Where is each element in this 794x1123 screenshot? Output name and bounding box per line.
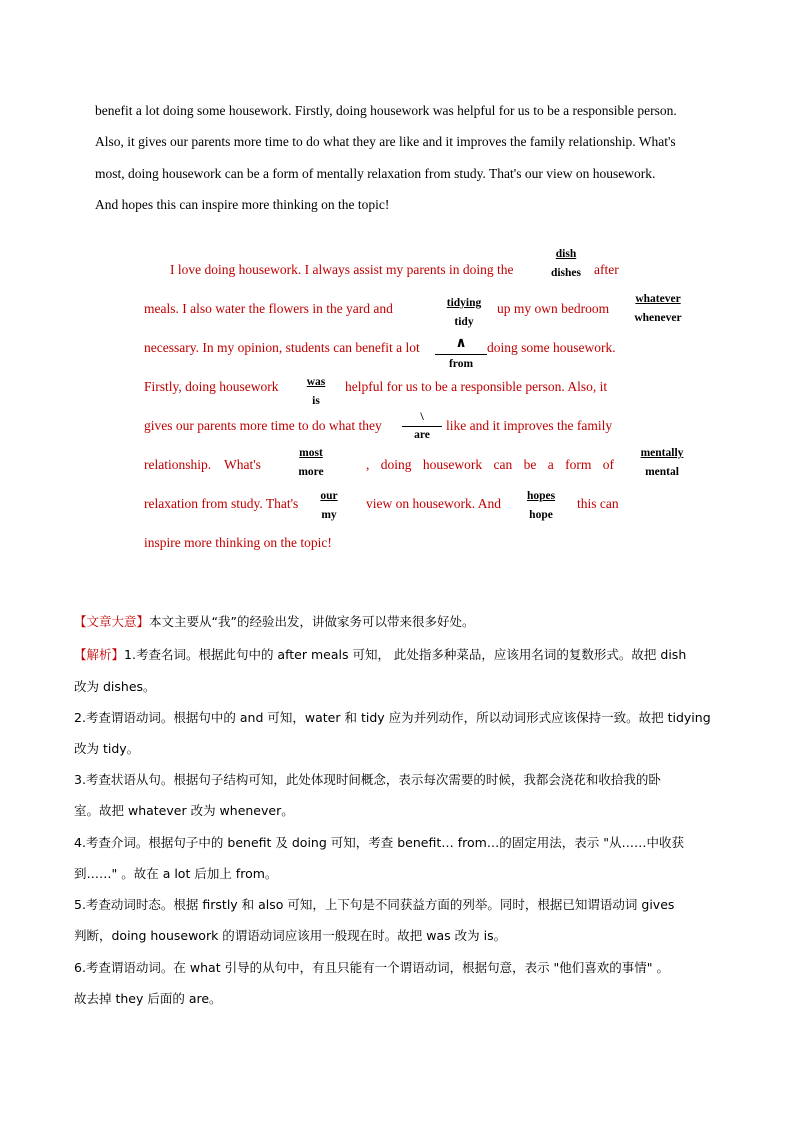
correct-word: tidy (454, 316, 474, 328)
correction-tidying (440, 294, 488, 332)
corrected-line-1a: I love doing housework. I always assist my parents in doing the (170, 262, 514, 277)
corrected-line-6a: relationship. (144, 457, 212, 472)
correction-our (312, 487, 346, 525)
analysis-line-2: 改为 dishes。 (74, 679, 156, 694)
corrected-line-4a: Firstly, doing housework (144, 379, 279, 394)
essay-line-1: benefit a lot doing some housework. Firstly, doing housework was helpful for us to be a responsible person. (95, 103, 677, 118)
analysis-line-1 (74, 645, 686, 663)
insert-blank-line (435, 354, 487, 355)
corrected-line-1b: after (594, 262, 619, 277)
deleted-word-are: are (414, 429, 430, 441)
wrong-word: whatever (635, 293, 681, 305)
correct-word: whenever (634, 312, 682, 324)
corrected-line-7a: relaxation from study. That's (144, 496, 299, 511)
corrected-line-2b: up my own bedroom (497, 301, 610, 316)
analysis-line-6: 室。故把 whatever 改为 whenever。 (74, 803, 294, 818)
analysis-line-3: 2.考查谓语动词。根据句中的 and 可知，water 和 tidy 应为并列动作，所以动词形式应该保持一致。故把 tidying (74, 710, 711, 725)
wrong-word: hopes (526, 490, 556, 502)
correct-word: mental (645, 466, 679, 478)
corrected-line-7b: view on housework. And (366, 496, 501, 511)
essay-line-4: And hopes this can inspire more thinking on the topic! (95, 197, 390, 212)
correction-mentally (634, 444, 690, 482)
summary-tag: 【文章大意】 (74, 614, 150, 629)
corrected-line-6b: What's (224, 457, 261, 472)
analysis-line-11: 6.考查谓语动词。在 what 引导的从句中，有且只能有一个谓语动词，根据句意，表示 "他们喜欢的事情" 。 (74, 960, 670, 975)
wrong-word: dish (555, 248, 577, 260)
correct-word: is (312, 395, 320, 407)
wrong-word: our (320, 490, 338, 502)
essay-line-2: Also, it gives our parents more time to do what they are like and it improves the family relationship. What's (95, 134, 676, 149)
corrected-line-3a: necessary. In my opinion, students can benefit a lot (144, 340, 420, 355)
analysis-line-9: 5.考查动词时态。根据 firstly 和 also 可知，上下句是不同获益方面的列举。同时，根据已知谓语动词 gives (74, 897, 675, 912)
analysis-line-12: 故去掉 they 后面的 are。 (74, 991, 222, 1006)
correction-most (290, 444, 332, 482)
correct-word: dishes (550, 267, 582, 279)
analysis-tag: 【解析】 (74, 647, 125, 662)
analysis-line-7: 4.考查介词。根据句子中的 benefit 及 doing 可知，考查 benefit… from…的固定用法，表示 "从……中收获 (74, 835, 685, 850)
delete-mark: \ (420, 409, 424, 423)
corrected-line-7c: this can (577, 496, 619, 511)
corrected-line-4b: helpful for us to be a responsible person. Also, it (345, 379, 608, 394)
essay-line-3: most, doing housework can be a form of mentally relaxation from study. That's our view on housework. (95, 166, 656, 181)
wrong-word: most (299, 447, 323, 459)
wrong-word: tidying (446, 297, 482, 309)
correct-word: hope (529, 509, 553, 521)
corrected-line-5b: like and it improves the family (446, 418, 613, 433)
analysis-line-10: 判断，doing housework 的谓语动词应该用一般现在时。故把 was 改为 is。 (74, 928, 507, 943)
corrected-line-6c: , doing housework can be a form of (366, 457, 614, 472)
delete-blank-line (402, 426, 442, 427)
inserted-word-from: from (448, 358, 474, 370)
corrected-line-2a: meals. I also water the flowers in the yard and (144, 301, 393, 316)
analysis-line-4: 改为 tidy。 (74, 741, 140, 756)
analysis-text-1: 1.考查名词。根据此句中的 after meals 可知， 此处指多种菜品，应该用名词的复数形式。故把 dish (124, 647, 687, 662)
correction-hopes (520, 487, 562, 525)
corrected-line-5a: gives our parents more time to do what they (144, 418, 382, 433)
correction-was (298, 373, 334, 411)
wrong-word: mentally (640, 447, 684, 459)
summary-text: 本文主要从“我”的经验出发，讲做家务可以带来很多好处。 (149, 614, 475, 629)
wrong-word: was (306, 376, 326, 388)
summary-line (74, 612, 474, 630)
corrected-line-8a: inspire more thinking on the topic! (144, 535, 332, 550)
analysis-line-5: 3.考查状语从句。根据句子结构可知，此处体现时间概念，表示每次需要的时候，我都会浇花和收拾我的卧 (74, 772, 661, 787)
insert-caret-mark: ∧ (455, 336, 467, 351)
correct-word: more (298, 466, 324, 478)
correct-word: my (321, 509, 337, 521)
analysis-line-8: 到……" 。故在 a lot 后加上 from。 (74, 866, 278, 881)
correction-dish (545, 245, 587, 283)
correction-whatever (627, 290, 689, 328)
corrected-line-3b: doing some housework. (487, 340, 616, 355)
